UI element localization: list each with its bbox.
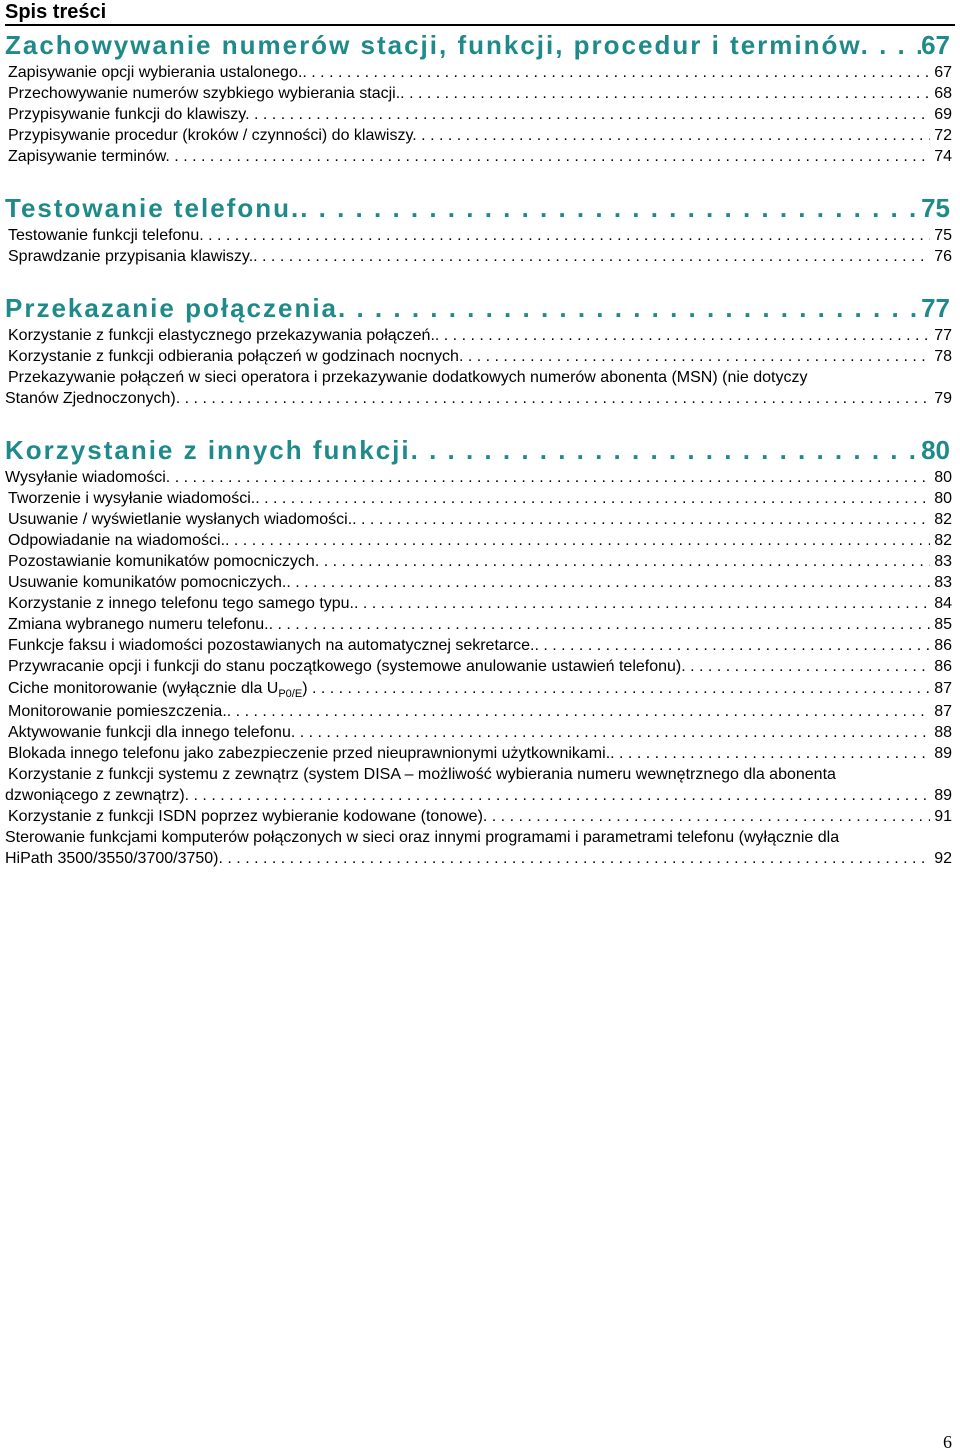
entry-title: Korzystanie z funkcji odbierania połączeń w godzinach nocnych . . . xyxy=(8,346,930,367)
entry-page: 87 xyxy=(934,680,952,697)
entry-title xyxy=(8,677,930,701)
entry-page: 86 xyxy=(934,637,952,654)
entry-page: 68 xyxy=(934,85,952,102)
entry-title-subscript: P0/E xyxy=(278,688,303,700)
toc-entry[interactable] xyxy=(0,722,952,743)
entry-title-line1: Przekazywanie połączeń w sieci operatora i przekazywanie dodatkowych numerów abonenta (MSN) (nie dotyczy xyxy=(8,369,808,386)
entry-page: 76 xyxy=(934,248,952,265)
entry-page: 92 xyxy=(934,850,952,867)
entry-page: 89 xyxy=(934,787,952,804)
chapter-heading[interactable] xyxy=(0,433,950,467)
entry-page: 80 xyxy=(934,490,952,507)
entry-title: Sprawdzanie przypisania klawiszy. . . . xyxy=(8,246,930,267)
toc-entry[interactable] xyxy=(0,488,952,509)
toc-section xyxy=(0,191,960,267)
entry-title-tail: ) xyxy=(302,680,308,697)
entry-page: 89 xyxy=(934,745,952,762)
entry-page: 72 xyxy=(934,127,952,144)
chapter-heading[interactable] xyxy=(0,191,950,225)
entry-page: 88 xyxy=(934,724,952,741)
entry-title: Funkcje faksu i wiadomości pozostawianych na automatycznej sekretarce. . . . xyxy=(8,635,930,656)
toc-entry-wrapped[interactable] xyxy=(0,367,952,409)
entry-page: 82 xyxy=(934,532,952,549)
chapter-page: 75 xyxy=(921,193,950,223)
entry-title: Korzystanie z funkcji ISDN poprzez wybieranie kodowane (tonowe) . . . xyxy=(8,806,930,827)
entry-title-line2: dzwoniącego z zewnątrz) . . . xyxy=(5,785,930,806)
entry-title: Przypisywanie funkcji do klawiszy . . . xyxy=(8,104,930,125)
entry-page: 74 xyxy=(934,148,952,165)
toc-section xyxy=(0,291,960,409)
page-number: 6 xyxy=(943,1432,952,1452)
entry-title: Tworzenie i wysyłanie wiadomości. . . . xyxy=(8,488,930,509)
entry-title: Zmiana wybranego numeru telefonu. . . . xyxy=(8,614,930,635)
chapter-page: 77 xyxy=(921,293,950,323)
toc-entry[interactable] xyxy=(0,225,952,246)
entry-title: Aktywowanie funkcji dla innego telefonu . . . xyxy=(8,722,930,743)
entry-page: 91 xyxy=(934,808,952,825)
entry-title: Monitorowanie pomieszczenia. . . . xyxy=(8,701,930,722)
entry-title: Zapisywanie terminów . . . xyxy=(8,146,930,167)
toc-entry[interactable] xyxy=(0,572,952,593)
chapter-title: Przekazanie połączenia . . . xyxy=(5,291,921,325)
entry-page: 67 xyxy=(934,64,952,81)
chapter-heading[interactable] xyxy=(0,28,950,62)
entry-title: Pozostawianie komunikatów pomocniczych . . . xyxy=(8,551,930,572)
entry-title-line2: Stanów Zjednoczonych) . . . xyxy=(5,388,930,409)
entry-title: Przechowywanie numerów szybkiego wybierania stacji. . . . xyxy=(8,83,930,104)
entry-page: 83 xyxy=(934,574,952,591)
entry-title: Odpowiadanie na wiadomości. . . . xyxy=(8,530,930,551)
toc-entry[interactable] xyxy=(0,509,952,530)
entry-title-line1: Sterowanie funkcjami komputerów połączonych w sieci oraz innymi programami i parametrami telefonu (wyłącznie dla xyxy=(5,829,840,846)
chapter-heading[interactable] xyxy=(0,291,950,325)
chapter-title: Korzystanie z innych funkcji . . . xyxy=(5,433,921,467)
toc-header-title: Spis treści xyxy=(5,1,107,23)
entry-page: 77 xyxy=(934,327,952,344)
chapter-page: 80 xyxy=(921,435,950,465)
toc-entry[interactable] xyxy=(0,246,952,267)
toc-entry[interactable] xyxy=(0,467,952,488)
entry-page: 84 xyxy=(934,595,952,612)
entry-title: Blokada innego telefonu jako zabezpieczenie przed nieuprawnionymi użytkownikami. . . . xyxy=(8,743,930,764)
chapter-title: Zachowywanie numerów stacji, funkcji, procedur i terminów . . . xyxy=(5,28,921,62)
toc-entry[interactable] xyxy=(0,325,952,346)
toc-entry[interactable] xyxy=(0,656,952,677)
entry-page: 69 xyxy=(934,106,952,123)
entry-page: 85 xyxy=(934,616,952,633)
entry-page: 78 xyxy=(934,348,952,365)
toc-entry[interactable] xyxy=(0,83,952,104)
toc-entry[interactable] xyxy=(0,743,952,764)
entry-title: Testowanie funkcji telefonu . . . xyxy=(8,225,930,246)
entry-title: Przywracanie opcji i funkcji do stanu początkowego (systemowe anulowanie ustawień telefonu) . . . xyxy=(8,656,930,677)
entry-page: 82 xyxy=(934,511,952,528)
entry-page: 87 xyxy=(934,703,952,720)
toc-entry-wrapped[interactable] xyxy=(0,764,952,806)
entry-title-line2: HiPath 3500/3550/3700/3750) . . . xyxy=(5,848,930,869)
toc-entry[interactable] xyxy=(0,701,952,722)
toc-entry[interactable] xyxy=(0,593,952,614)
chapter-page: 67 xyxy=(921,30,950,60)
entry-page: 79 xyxy=(934,390,952,407)
entry-title: Przypisywanie procedur (kroków / czynności) do klawiszy . . . xyxy=(8,125,930,146)
entry-title: Usuwanie komunikatów pomocniczych. . . . xyxy=(8,572,930,593)
toc-section xyxy=(0,28,960,167)
toc-entry[interactable] xyxy=(0,125,952,146)
toc-entry[interactable] xyxy=(0,346,952,367)
entry-title: Usuwanie / wyświetlanie wysłanych wiadomości. . . . xyxy=(8,509,930,530)
toc-entry[interactable] xyxy=(0,551,952,572)
entry-title: Zapisywanie opcji wybierania ustalonego. . . . xyxy=(8,62,930,83)
entry-page: 75 xyxy=(934,227,952,244)
toc-entry[interactable] xyxy=(0,146,952,167)
entry-page: 83 xyxy=(934,553,952,570)
entry-title-line1: Korzystanie z funkcji systemu z zewnątrz (system DISA – możliwość wybierania numeru wewnętrznego dla abonenta xyxy=(8,766,836,783)
entry-page: 80 xyxy=(934,469,952,486)
chapter-title: Testowanie telefonu. . . . xyxy=(5,191,921,225)
toc-entry[interactable] xyxy=(0,806,952,827)
toc-entry[interactable] xyxy=(0,677,952,701)
entry-title-main: Ciche monitorowanie (wyłącznie dla U xyxy=(8,680,279,697)
toc-entry[interactable] xyxy=(0,635,952,656)
toc-header xyxy=(5,0,955,26)
toc-entry[interactable] xyxy=(0,614,952,635)
toc-entry[interactable] xyxy=(0,62,952,83)
toc-section xyxy=(0,433,960,869)
toc-entry[interactable] xyxy=(0,530,952,551)
toc-entry[interactable] xyxy=(0,104,952,125)
toc-entry-wrapped[interactable] xyxy=(0,827,952,869)
entry-title: Korzystanie z innego telefonu tego samego typu. . . . xyxy=(8,593,930,614)
entry-page: 86 xyxy=(934,658,952,675)
entry-title: Korzystanie z funkcji elastycznego przekazywania połączeń. . . . xyxy=(8,325,930,346)
entry-title: Wysyłanie wiadomości . . . xyxy=(5,467,930,488)
